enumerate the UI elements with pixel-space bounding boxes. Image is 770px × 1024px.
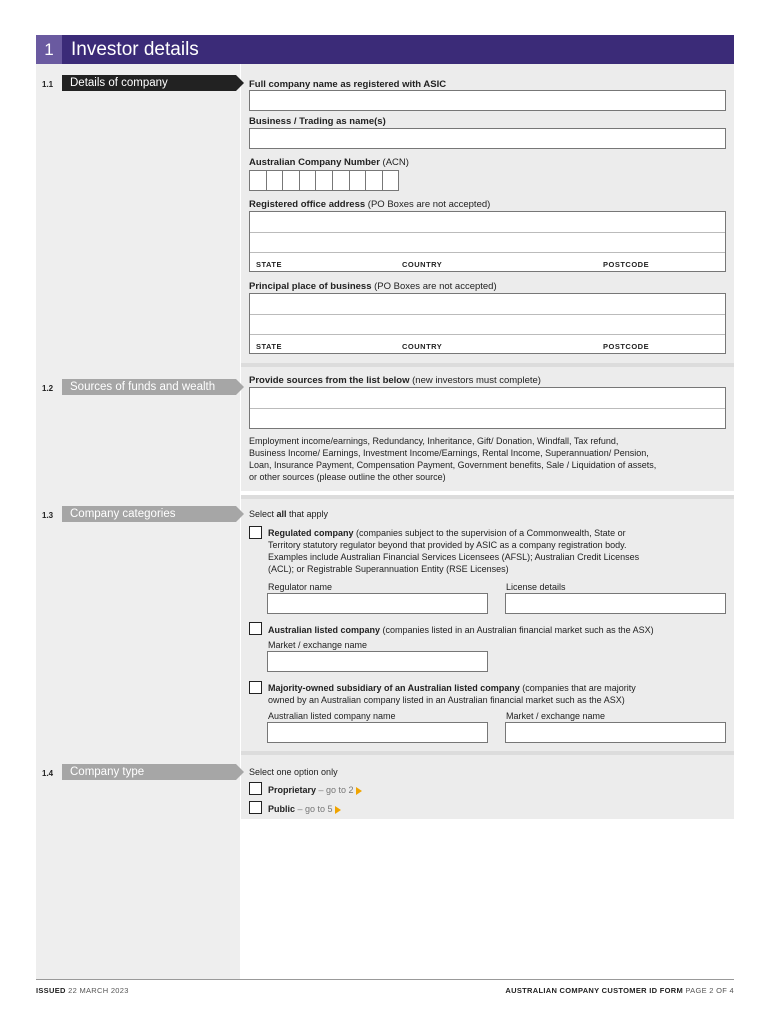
footer-issued: ISSUED 22 MARCH 2023 — [36, 986, 129, 995]
select-one-instruction: Select one option only — [249, 767, 338, 777]
office-address-label: Registered office address (PO Boxes are not accepted) — [249, 199, 491, 210]
company-name-input[interactable] — [249, 90, 726, 111]
section-title: Investor details — [71, 39, 199, 60]
state-label: STATE — [256, 260, 282, 269]
section-number: 1 — [36, 35, 62, 64]
listed-company-text: Australian listed company (companies listed in an Australian financial market such as the ASX) — [268, 625, 654, 635]
subsection-tag-label: Company type — [70, 766, 145, 778]
country-label: COUNTRY — [402, 260, 443, 269]
proprietary-option: Proprietary – go to 2 — [268, 784, 362, 796]
regulator-name-label: Regulator name — [268, 582, 333, 592]
regulated-company-text: Regulated company (companies subject to the supervision of a Commonwealth, State or Territory statutory regulator beyond that provided by ASIC as a company registration body. Examples include Australian Financial Services Licensees (AFSL); Australian Credit Licenses (ACL); or Registrable Superannuation Entity (RSE Licenses) — [268, 528, 640, 574]
trading-name-input[interactable] — [249, 128, 726, 149]
trading-name-label: Business / Trading as name(s) — [249, 116, 386, 127]
principal-place-label: Principal place of business (PO Boxes are not accepted) — [249, 281, 497, 292]
license-details-label: License details — [506, 582, 566, 592]
arrow-right-icon — [335, 806, 341, 814]
postcode-label: POSTCODE — [603, 260, 650, 269]
footer-page-info: AUSTRALIAN COMPANY CUSTOMER ID FORM PAGE 2 OF 4 — [505, 986, 734, 995]
subsection-number: 1.3 — [42, 511, 54, 520]
country-label: COUNTRY — [402, 342, 443, 351]
market-name-label: Market / exchange name — [506, 711, 606, 721]
subsection-tag — [62, 379, 236, 395]
market-exchange-input[interactable] — [505, 722, 726, 743]
market-name-input[interactable] — [267, 651, 488, 672]
public-option: Public – go to 5 — [268, 803, 341, 815]
funds-input[interactable] — [249, 387, 726, 429]
listed-company-name-input[interactable] — [267, 722, 488, 743]
license-details-input[interactable] — [505, 593, 726, 614]
principal-place-input[interactable] — [249, 293, 726, 354]
subsection-tag-label: Sources of funds and wealth — [70, 381, 216, 393]
state-label: STATE — [256, 342, 282, 351]
listed-company-name-label: Australian listed company name — [268, 711, 396, 721]
majority-owned-checkbox[interactable] — [249, 681, 262, 694]
select-all-instruction: Select all that apply — [249, 509, 329, 519]
arrow-right-icon — [356, 787, 362, 795]
subsection-tag — [62, 75, 236, 91]
listed-company-checkbox[interactable] — [249, 622, 262, 635]
office-address-input[interactable] — [249, 211, 726, 272]
funds-label: Provide sources from the list below (new investors must complete) — [249, 375, 541, 386]
proprietary-checkbox[interactable] — [249, 782, 262, 795]
footer-divider — [36, 979, 734, 980]
subsection-tag — [62, 764, 236, 780]
regulated-company-checkbox[interactable] — [249, 526, 262, 539]
acn-input[interactable] — [249, 170, 398, 191]
subsection-tag — [62, 506, 236, 522]
acn-label: Australian Company Number (ACN) — [249, 157, 409, 168]
subsection-number: 1.4 — [42, 769, 54, 778]
market-name-label: Market / exchange name — [268, 640, 368, 650]
subsection-tag-label: Details of company — [70, 77, 168, 89]
company-name-label: Full company name as registered with ASIC — [249, 79, 447, 90]
majority-owned-text: Majority-owned subsidiary of an Australian listed company (companies that are majority owned by an Australian company listed in an Australian financial market such as the ASX) — [268, 683, 636, 705]
public-checkbox[interactable] — [249, 801, 262, 814]
subsection-number: 1.1 — [42, 80, 54, 89]
regulator-name-input[interactable] — [267, 593, 488, 614]
subsection-number: 1.2 — [42, 384, 54, 393]
postcode-label: POSTCODE — [603, 342, 650, 351]
subsection-tag-label: Company categories — [70, 508, 176, 520]
funds-list-text: Employment income/earnings, Redundancy, Inheritance, Gift/ Donation, Windfall, Tax refund, Business Income/ Earnings, Investment Income/Earnings, Rental Income, Superannuation/ Pension, Loan, Insurance Payment, Compensation Payment, Government benefits, Sale / Liquidation of assets, or other sources (please outline the other source) — [249, 436, 657, 482]
